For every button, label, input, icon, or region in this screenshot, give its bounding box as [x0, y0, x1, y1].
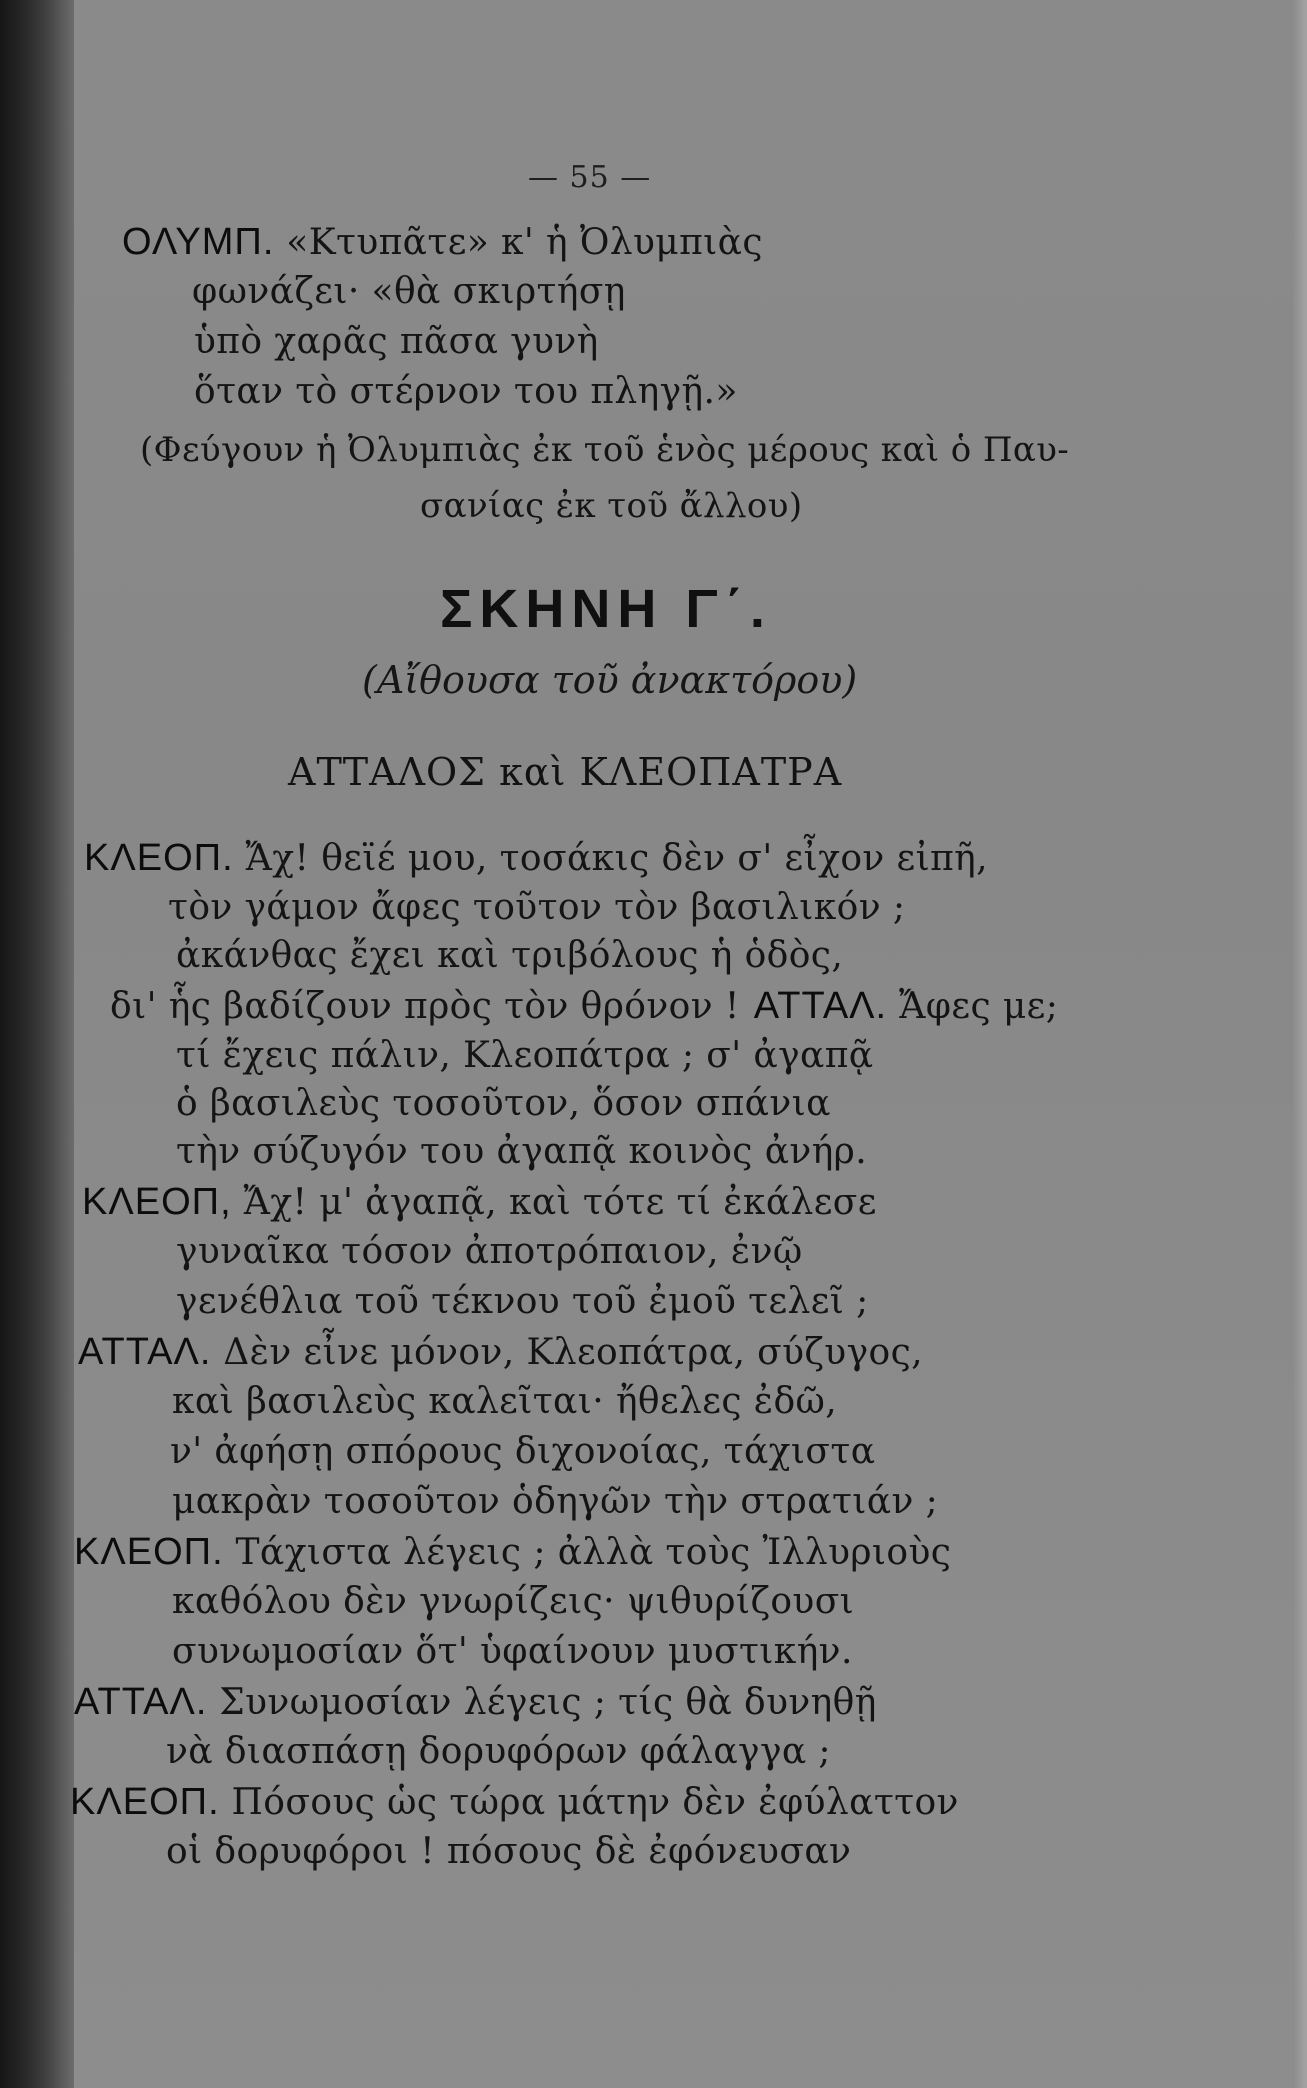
line-text: τὴν σύζυγόν του ἀγαπᾷ κοινὸς ἀνήρ. [176, 1131, 868, 1172]
text-line [78, 1330, 923, 1375]
line-text: φωνάζει· «θὰ σκιρτήσῃ [192, 271, 626, 312]
line-text: ὑπὸ χαρᾶς πᾶσα γυνὴ [194, 321, 599, 362]
line-text: ὅταν τὸ στέρνον του πληγῇ.» [194, 371, 738, 412]
text-line [194, 320, 599, 364]
text-line [172, 1580, 854, 1624]
speaker-name: ΑΤΤΑΛ. [78, 1331, 212, 1373]
text-line [176, 934, 843, 978]
text-line [82, 1180, 877, 1225]
speaker-name: ΚΛΕΟΠ. [70, 1781, 220, 1823]
line-text: ὁ βασιλεὺς τοσοῦτον, ὅσον σπάνια [176, 1083, 831, 1124]
line-text: Δὲν εἶνε μόνον, Κλεοπάτρα, σύζυγος, [211, 1332, 923, 1373]
line-text: καθόλου δὲν γνωρίζεις· ψιθυρίζουσι [172, 1581, 855, 1622]
line-text: καὶ βασιλεὺς καλεῖται· ἤθελες ἐδῶ, [172, 1381, 838, 1422]
line-text: γενέθλια τοῦ τέκνου τοῦ ἐμοῦ τελεῖ ; [176, 1281, 869, 1322]
page-number: — 55 — [528, 160, 652, 195]
line-text: Συνωμοσίαν λέγεις ; τίς θὰ δυνηθῇ [207, 1682, 877, 1723]
speaker-name: ΟΛΥΜΠ. [122, 221, 275, 263]
line-text: οἱ δορυφόροι ! πόσους δὲ ἐφόνευσαν [166, 1831, 852, 1872]
text-line [176, 1280, 869, 1324]
speaker-name: ΑΤΤΑΛ. [74, 1681, 208, 1723]
line-text: Πόσους ὡς τώρα μάτην δὲν ἐφύλαττον [219, 1782, 959, 1823]
line-text: Ἄχ! μ' ἀγαπᾷ, καὶ τότε τί ἐκάλεσε [231, 1182, 877, 1223]
speaker-name: ΑΤΤΑΛ. [753, 985, 888, 1027]
speaker-name: ΚΛΕΟΠ. [84, 837, 234, 879]
line-text: Ἄφες με; [887, 986, 1059, 1027]
text-line [84, 836, 988, 881]
text-line [74, 1680, 877, 1725]
speaker-name: ΚΛΕΟΠ, [82, 1181, 232, 1223]
stage-direction [420, 484, 803, 528]
scene-setting: (Αἴθουσα τοῦ ἀνακτόρου) [362, 658, 858, 702]
text-line [110, 984, 1058, 1029]
text-line [176, 1082, 831, 1126]
line-text: τὸν γάμον ἄφες τοῦτον τὸν βασιλικόν ; [168, 887, 906, 928]
line-text: σανίας ἐκ τοῦ ἄλλου) [420, 486, 803, 526]
line-text: ἀκάνθας ἔχει καὶ τριβόλους ἡ ὁδὸς, [176, 935, 844, 976]
text-line [176, 1130, 867, 1174]
scene-title: ΣΚΗΝΗ Γ΄. [440, 579, 772, 639]
text-line [170, 1430, 875, 1474]
text-line [172, 1380, 837, 1424]
line-text: συνωμοσίαν ὅτ' ὑφαίνουν μυστικήν. [172, 1631, 853, 1672]
line-text: νὰ διασπάσῃ δορυφόρων φάλαγγα ; [166, 1731, 831, 1772]
line-text: δι' ἧς βαδίζουν πρὸς τὸν θρόνον ! [110, 986, 740, 1027]
line-text: Τάχιστα λέγεις ; ἀλλὰ τοὺς Ἰλλυριοὺς [223, 1532, 952, 1573]
text-line [74, 1530, 951, 1575]
line-text: Ἄχ! θεϊέ μου, τοσάκις δὲν σ' εἶχον εἰπῆ, [233, 838, 988, 879]
line-text: ν' ἀφήσῃ σπόρους διχονοίας, τάχιστα [170, 1431, 876, 1472]
line-text: μακρὰν τοσοῦτον ὁδηγῶν τὴν στρατιάν ; [172, 1481, 939, 1522]
text-line [172, 1630, 853, 1674]
book-spine-shadow [0, 0, 74, 2088]
line-text: (Φεύγουν ἡ Ὀλυμπιὰς ἐκ τοῦ ἑνὸς μέρους καὶ ὁ Παυ- [140, 430, 1070, 470]
text-line [172, 1480, 938, 1524]
line-text: γυναῖκα τόσον ἀποτρόπαιον, ἐνῷ [176, 1231, 803, 1272]
text-line [70, 1780, 959, 1825]
text-line [122, 220, 763, 265]
page-edge [1293, 0, 1307, 2088]
stage-direction [140, 428, 1069, 472]
cast-line: ΑΤΤΑΛΟΣ καὶ ΚΛΕΟΠΑΤΡΑ [288, 750, 843, 794]
text-line [192, 270, 626, 314]
line-text: τί ἔχεις πάλιν, Κλεοπάτρα ; σ' ἀγαπᾷ [176, 1035, 874, 1076]
line-text: «Κτυπᾶτε» κ' ἡ Ὀλυμπιὰς [274, 222, 763, 263]
text-line [166, 1730, 831, 1774]
text-line [176, 1230, 803, 1274]
text-line [168, 886, 905, 930]
speaker-name: ΚΛΕΟΠ. [74, 1531, 224, 1573]
text-line [166, 1830, 851, 1874]
text-line [176, 1034, 874, 1078]
text-line [194, 370, 738, 414]
